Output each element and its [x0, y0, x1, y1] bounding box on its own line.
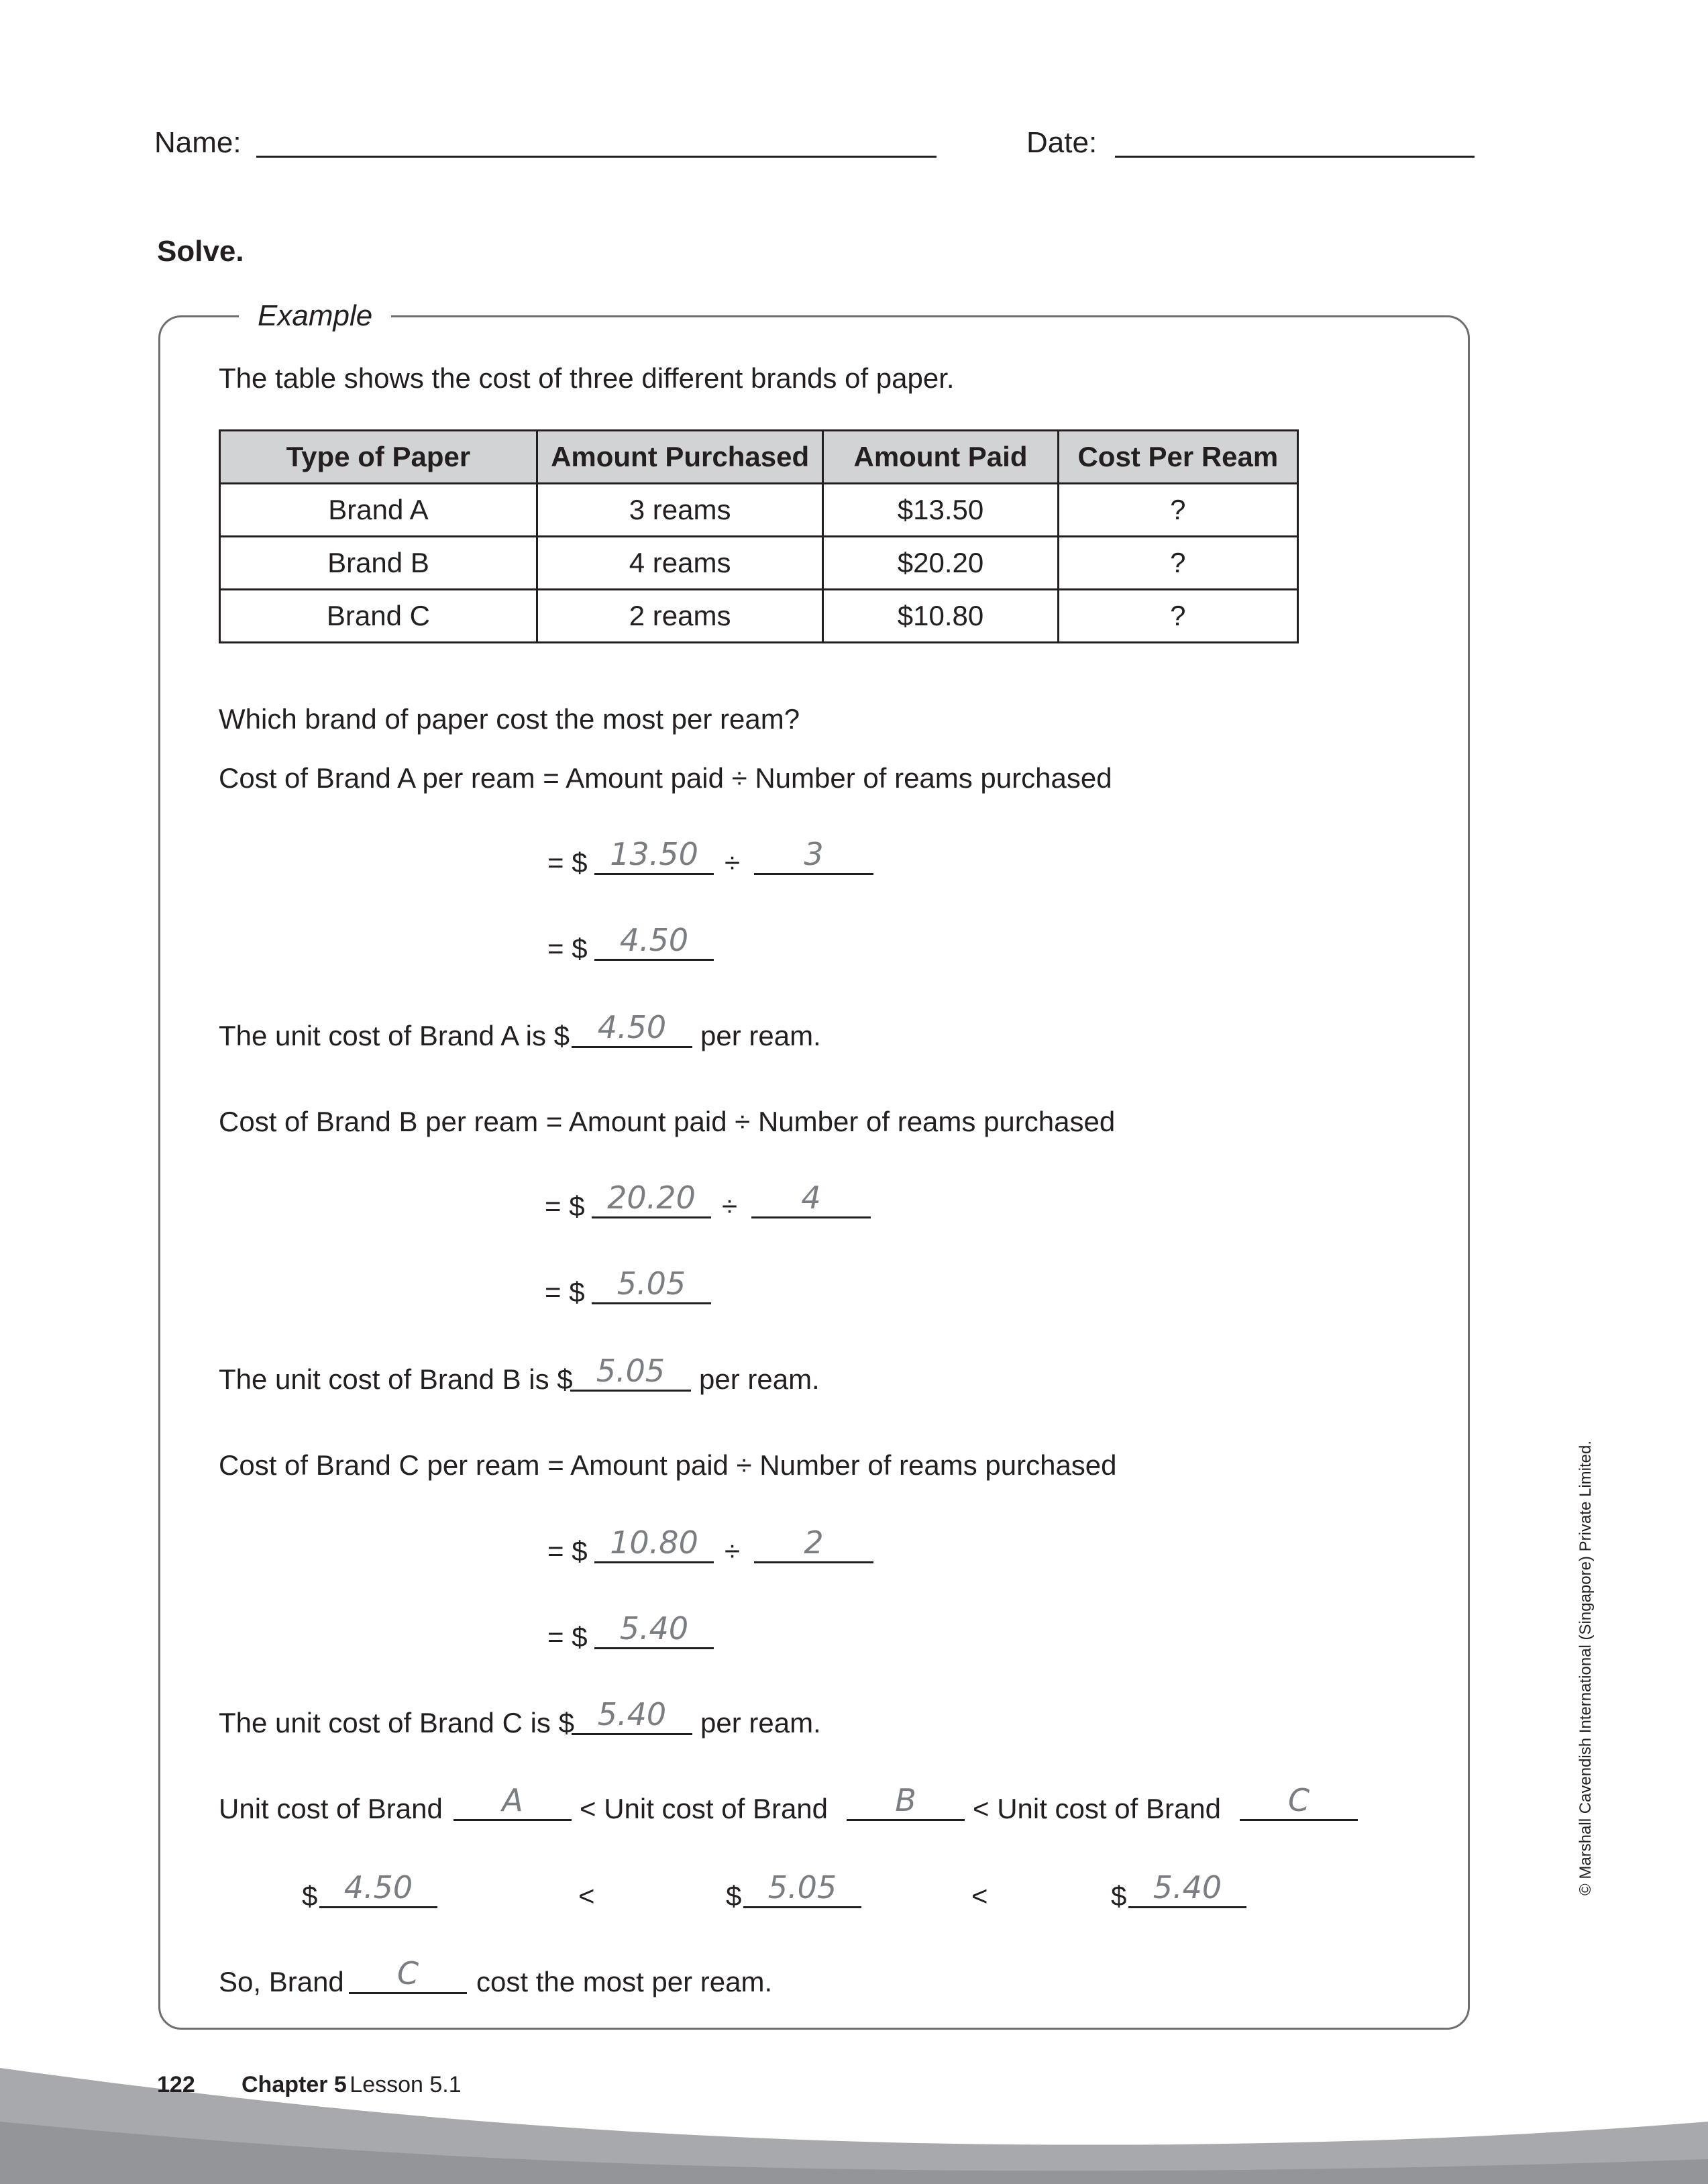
unit-cost-prefix: The unit cost of Brand B is $: [219, 1363, 573, 1395]
table-cell: $10.80: [823, 590, 1058, 643]
answer-blank-result[interactable]: [594, 1612, 714, 1649]
unit-cost-prefix: The unit cost of Brand C is $: [219, 1707, 574, 1738]
handwritten-answer: 10.80: [610, 1524, 698, 1561]
table-header-row: [220, 431, 1298, 484]
handwritten-answer: 5.05: [617, 1265, 686, 1302]
table-cell: Brand A: [220, 484, 537, 537]
handwritten-answer: 5.40: [597, 1696, 667, 1732]
table-header: Amount Purchased: [537, 431, 822, 484]
handwritten-answer: C: [1287, 1782, 1310, 1818]
divide-sign: ÷: [722, 1190, 738, 1222]
answer-blank-result[interactable]: [594, 923, 714, 961]
table-cell: Brand B: [220, 537, 537, 590]
answer-blank-reams[interactable]: [751, 1181, 871, 1218]
equals-dollar: = $: [547, 1621, 588, 1653]
formula-brand-a: Cost of Brand A per ream = Amount paid ÷ Number of reams purchased: [219, 762, 1112, 794]
answer-blank-brand[interactable]: [1240, 1783, 1358, 1821]
compare-label: < Unit cost of Brand: [973, 1793, 1222, 1824]
table-row: [220, 484, 1298, 537]
answer-blank-brand[interactable]: [453, 1783, 572, 1821]
divide-sign: ÷: [725, 1535, 741, 1567]
handwritten-answer: 5.05: [596, 1353, 665, 1389]
example-tag: Example: [239, 299, 391, 333]
formula-brand-b: Cost of Brand B per ream = Amount paid ÷ Number of reams purchased: [219, 1106, 1116, 1137]
handwritten-answer: 5.40: [619, 1610, 689, 1647]
copyright-notice: © Marshall Cavendish International (Singapore) Private Limited.: [1577, 1440, 1595, 1895]
table-cell: ?: [1058, 537, 1297, 590]
answer-blank-paid[interactable]: [594, 1526, 714, 1563]
date-line[interactable]: [1115, 156, 1475, 158]
handwritten-answer: C: [396, 1955, 419, 1991]
chapter-info: [242, 2072, 462, 2098]
handwritten-answer: 4.50: [619, 922, 689, 958]
compare-label: < Unit cost of Brand: [580, 1793, 829, 1824]
divide-sign: ÷: [725, 847, 741, 878]
dollar-sign: $: [726, 1880, 742, 1912]
chapter-label: Chapter 5: [242, 2072, 347, 2097]
compare-label: Unit cost of Brand: [219, 1793, 443, 1824]
table-header: Cost Per Ream: [1058, 431, 1297, 484]
dollar-sign: $: [1111, 1880, 1127, 1912]
equals-dollar: = $: [545, 1276, 585, 1308]
handwritten-answer: 2: [804, 1524, 824, 1561]
answer-blank-conclusion[interactable]: [349, 1957, 467, 1994]
table-cell: ?: [1058, 484, 1297, 537]
per-ream-text: per ream.: [700, 1020, 821, 1051]
answer-blank-unit[interactable]: [572, 1010, 692, 1048]
answer-blank-value[interactable]: [319, 1871, 437, 1908]
equals-dollar: = $: [547, 1535, 588, 1567]
handwritten-answer: 3: [804, 836, 824, 872]
name-label: Name:: [154, 126, 242, 159]
equals-dollar: = $: [545, 1190, 585, 1222]
handwritten-answer: 5.05: [767, 1869, 837, 1906]
date-label: Date:: [1026, 126, 1098, 159]
unit-cost-prefix: The unit cost of Brand A is $: [219, 1020, 570, 1051]
answer-blank-unit[interactable]: [570, 1354, 691, 1392]
handwritten-answer: A: [502, 1782, 523, 1818]
handwritten-answer: B: [895, 1782, 916, 1818]
per-ream-text: per ream.: [699, 1363, 820, 1395]
dollar-sign: $: [302, 1880, 318, 1912]
page-number: 122: [157, 2072, 195, 2097]
conclusion-suffix: cost the most per ream.: [476, 1966, 773, 1997]
table-row: [220, 537, 1298, 590]
answer-blank-brand[interactable]: [847, 1783, 965, 1821]
table-cell: 3 reams: [537, 484, 822, 537]
example-intro: The table shows the cost of three different brands of paper.: [219, 362, 955, 394]
table-header: Amount Paid: [823, 431, 1058, 484]
lesson-label: Lesson 5.1: [350, 2072, 462, 2097]
answer-blank-paid[interactable]: [592, 1181, 711, 1218]
question-text: Which brand of paper cost the most per ream?: [219, 703, 800, 735]
paper-cost-table: [219, 429, 1299, 643]
less-than-sign: <: [578, 1880, 595, 1912]
equals-dollar: = $: [547, 933, 588, 964]
handwritten-answer: 4.50: [597, 1009, 667, 1045]
answer-blank-paid[interactable]: [594, 837, 714, 875]
name-line[interactable]: [256, 156, 937, 158]
less-than-sign: <: [971, 1880, 988, 1912]
table-cell: Brand C: [220, 590, 537, 643]
answer-blank-result[interactable]: [592, 1267, 711, 1304]
table-cell: $13.50: [823, 484, 1058, 537]
per-ream-text: per ream.: [700, 1707, 821, 1738]
answer-blank-value[interactable]: [1128, 1871, 1246, 1908]
handwritten-answer: 20.20: [607, 1180, 696, 1216]
answer-blank-unit[interactable]: [572, 1698, 692, 1735]
table-header: Type of Paper: [220, 431, 537, 484]
handwritten-answer: 4.50: [343, 1869, 413, 1906]
answer-blank-value[interactable]: [743, 1871, 861, 1908]
instruction-heading: Solve.: [157, 235, 244, 268]
answer-blank-reams[interactable]: [754, 1526, 873, 1563]
conclusion-prefix: So, Brand: [219, 1966, 344, 1997]
handwritten-answer: 13.50: [610, 836, 698, 872]
table-cell: 4 reams: [537, 537, 822, 590]
table-cell: 2 reams: [537, 590, 822, 643]
formula-brand-c: Cost of Brand C per ream = Amount paid ÷ Number of reams purchased: [219, 1449, 1117, 1481]
equals-dollar: = $: [547, 847, 588, 878]
handwritten-answer: 4: [801, 1180, 821, 1216]
answer-blank-reams[interactable]: [754, 837, 873, 875]
table-cell: ?: [1058, 590, 1297, 643]
handwritten-answer: 5.40: [1153, 1869, 1222, 1906]
table-row: [220, 590, 1298, 643]
table-cell: $20.20: [823, 537, 1058, 590]
